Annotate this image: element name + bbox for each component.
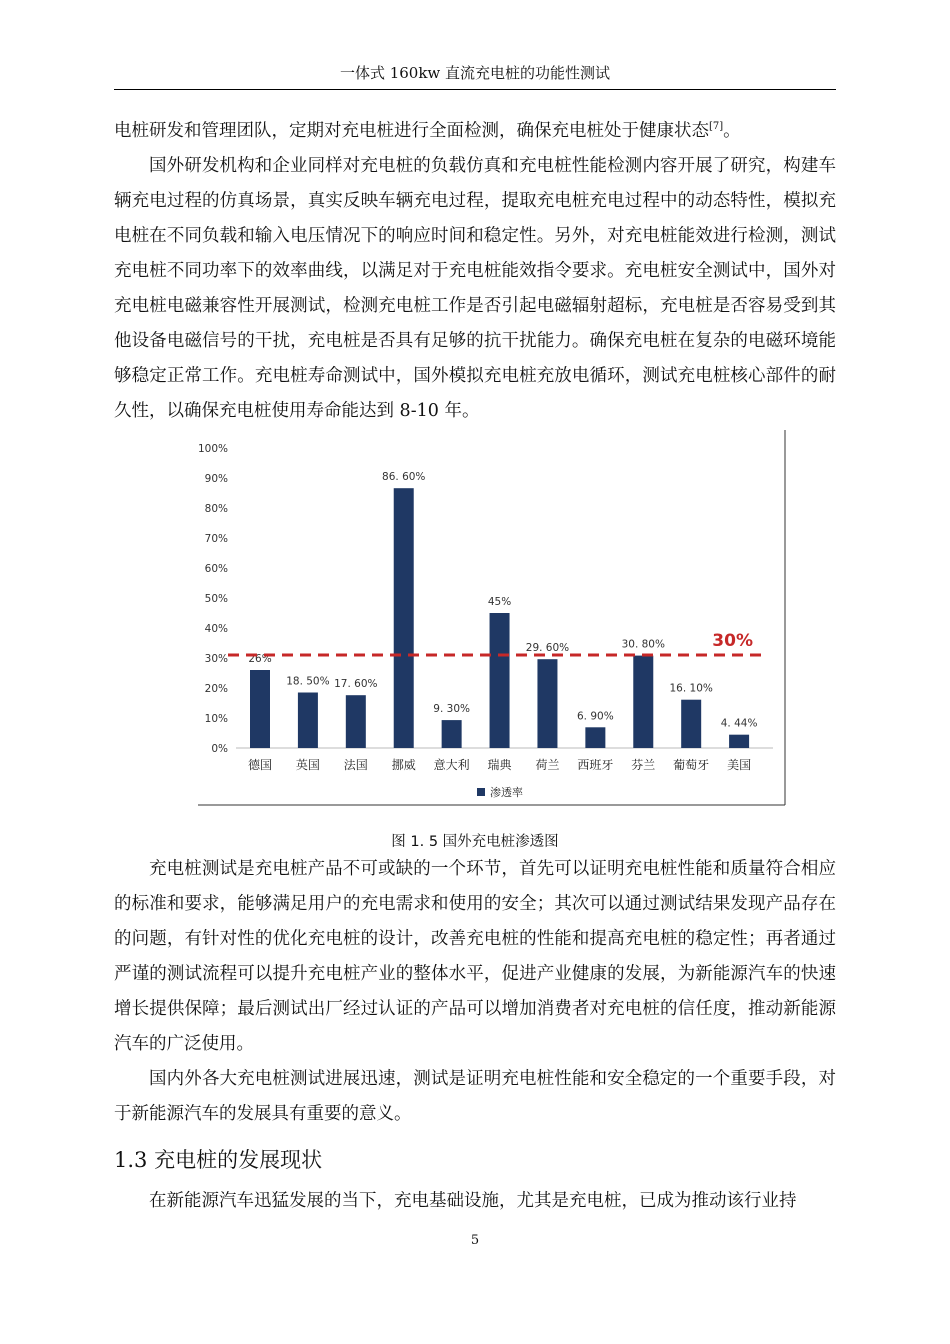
paragraph-text: 电桩研发和管理团队，定期对充电桩进行全面检测，确保充电桩处于健康状态 bbox=[114, 121, 709, 141]
bar bbox=[585, 727, 605, 748]
data-label: 30. 80% bbox=[621, 638, 665, 651]
legend-label: 渗透率 bbox=[490, 786, 523, 799]
y-tick-label: 50% bbox=[204, 593, 228, 605]
x-tick-label: 葡萄牙 bbox=[673, 758, 710, 772]
citation: [7] bbox=[709, 121, 724, 133]
penetration-chart bbox=[198, 430, 786, 806]
y-tick-label: 0% bbox=[211, 743, 228, 755]
x-tick-label: 德国 bbox=[247, 758, 273, 772]
bar bbox=[537, 659, 557, 748]
data-label: 45% bbox=[487, 596, 512, 608]
figure-caption: 图 1. 5 国外充电桩渗透图 bbox=[391, 834, 559, 850]
paragraph-continued bbox=[114, 114, 836, 149]
body-bottom bbox=[114, 852, 836, 1132]
data-label: 29. 60% bbox=[525, 642, 570, 655]
x-tick-label: 芬兰 bbox=[631, 758, 656, 772]
bars bbox=[250, 488, 749, 748]
paragraph: 充电桩测试是充电桩产品不可或缺的一个环节，首先可以证明充电桩性能和质量符合相应的标准和要求，能够满足用户的充电需求和使用的安全；其次可以通过测试结果发现产品存在的问题，有针对性的优化充电桩的设计，改善充电桩的性能和提高充电桩的稳定性；再者通过严谨的测试流程可以提升充电桩产业的整体水平，促进产业健康的发展，为新能源汽车的快速增长提供保障；最后测试出厂经过认证的产品可以增加消费者对充电桩的信任度，推动新能源汽车的广泛使用。 bbox=[114, 859, 836, 1054]
section-title: 充电桩的发展现状 bbox=[154, 1148, 323, 1172]
x-tick-label: 美国 bbox=[727, 758, 752, 772]
reference-line-label: 30% bbox=[712, 631, 753, 651]
bar bbox=[442, 720, 462, 748]
page-number: 5 bbox=[470, 1233, 480, 1248]
section-heading bbox=[114, 1144, 322, 1174]
data-label: 18. 50% bbox=[286, 675, 330, 688]
paragraph: 国外研发机构和企业同样对充电桩的负载仿真和充电桩性能检测内容开展了研究，构建车辆充电过程的仿真场景，真实反映车辆充电过程，提取充电桩充电过程中的动态特性，模拟充电桩在不同负载和输入电压情况下的响应时间和稳定性。另外，对充电桩能效进行检测，测试充电桩不同功率下的效率曲线，以满足对于充电桩能效指令要求。充电桩安全测试中，国外对充电桩电磁兼容性开展测试，检测充电桩工作是否引起电磁辐射超标，充电桩是否容易受到其他设备电磁信号的干扰，充电桩是否具有足够的抗干扰能力。确保充电桩在复杂的电磁环境能够稳定正常工作。充电桩寿命测试中，国外模拟充电桩充放电循环，测试充电桩核心部件的耐久性，以确保充电桩使用寿命能达到 8-10 年。 bbox=[114, 156, 836, 421]
body-top bbox=[114, 114, 836, 429]
y-tick-label: 30% bbox=[204, 653, 228, 665]
y-tick-label: 90% bbox=[204, 473, 228, 485]
bar bbox=[729, 735, 749, 748]
x-tick-label: 英国 bbox=[295, 758, 320, 772]
bar bbox=[681, 700, 701, 748]
bar bbox=[633, 656, 653, 748]
data-label: 26% bbox=[248, 653, 272, 665]
y-tick-label: 100% bbox=[198, 443, 228, 455]
x-tick-label: 西班牙 bbox=[577, 758, 614, 772]
data-label: 6. 90% bbox=[577, 710, 614, 723]
header-rule bbox=[114, 89, 836, 90]
data-label: 17. 60% bbox=[334, 678, 378, 691]
paragraph: 在新能源汽车迅猛发展的当下，充电基础设施，尤其是充电桩，已成为推动该行业持 bbox=[149, 1191, 797, 1211]
bar bbox=[346, 695, 366, 748]
body-end bbox=[114, 1184, 836, 1219]
legend-swatch bbox=[477, 788, 485, 796]
x-tick-label: 挪威 bbox=[391, 758, 416, 772]
bar bbox=[394, 488, 414, 748]
y-tick-label: 10% bbox=[204, 713, 228, 725]
bar bbox=[490, 613, 510, 748]
bar bbox=[250, 670, 270, 748]
data-label: 86. 60% bbox=[382, 471, 426, 484]
section-number: 1.3 bbox=[114, 1148, 148, 1172]
y-tick-label: 20% bbox=[204, 683, 228, 695]
x-tick-label: 法国 bbox=[343, 758, 368, 772]
data-label: 4. 44% bbox=[720, 717, 758, 730]
y-tick-label: 70% bbox=[204, 533, 228, 545]
x-tick-label: 荷兰 bbox=[535, 758, 560, 772]
paragraph: 国内外各大充电桩测试进展迅速，测试是证明充电桩性能和安全稳定的一个重要手段，对于新能源汽车的发展具有重要的意义。 bbox=[114, 1069, 836, 1124]
chart-svg bbox=[198, 430, 786, 806]
paragraph-tail: 。 bbox=[723, 121, 741, 141]
y-tick-label: 80% bbox=[204, 503, 228, 515]
x-tick-label: 意大利 bbox=[433, 758, 470, 772]
running-header: 一体式 160kw 直流充电桩的功能性测试 bbox=[339, 64, 611, 82]
bar bbox=[298, 693, 318, 749]
data-label: 9. 30% bbox=[433, 703, 470, 716]
y-tick-label: 40% bbox=[204, 623, 228, 635]
x-tick-label: 瑞典 bbox=[487, 758, 512, 772]
data-label: 16. 10% bbox=[669, 682, 713, 695]
x-tick-labels bbox=[248, 757, 751, 772]
legend bbox=[477, 785, 523, 799]
y-tick-label: 60% bbox=[204, 563, 228, 575]
